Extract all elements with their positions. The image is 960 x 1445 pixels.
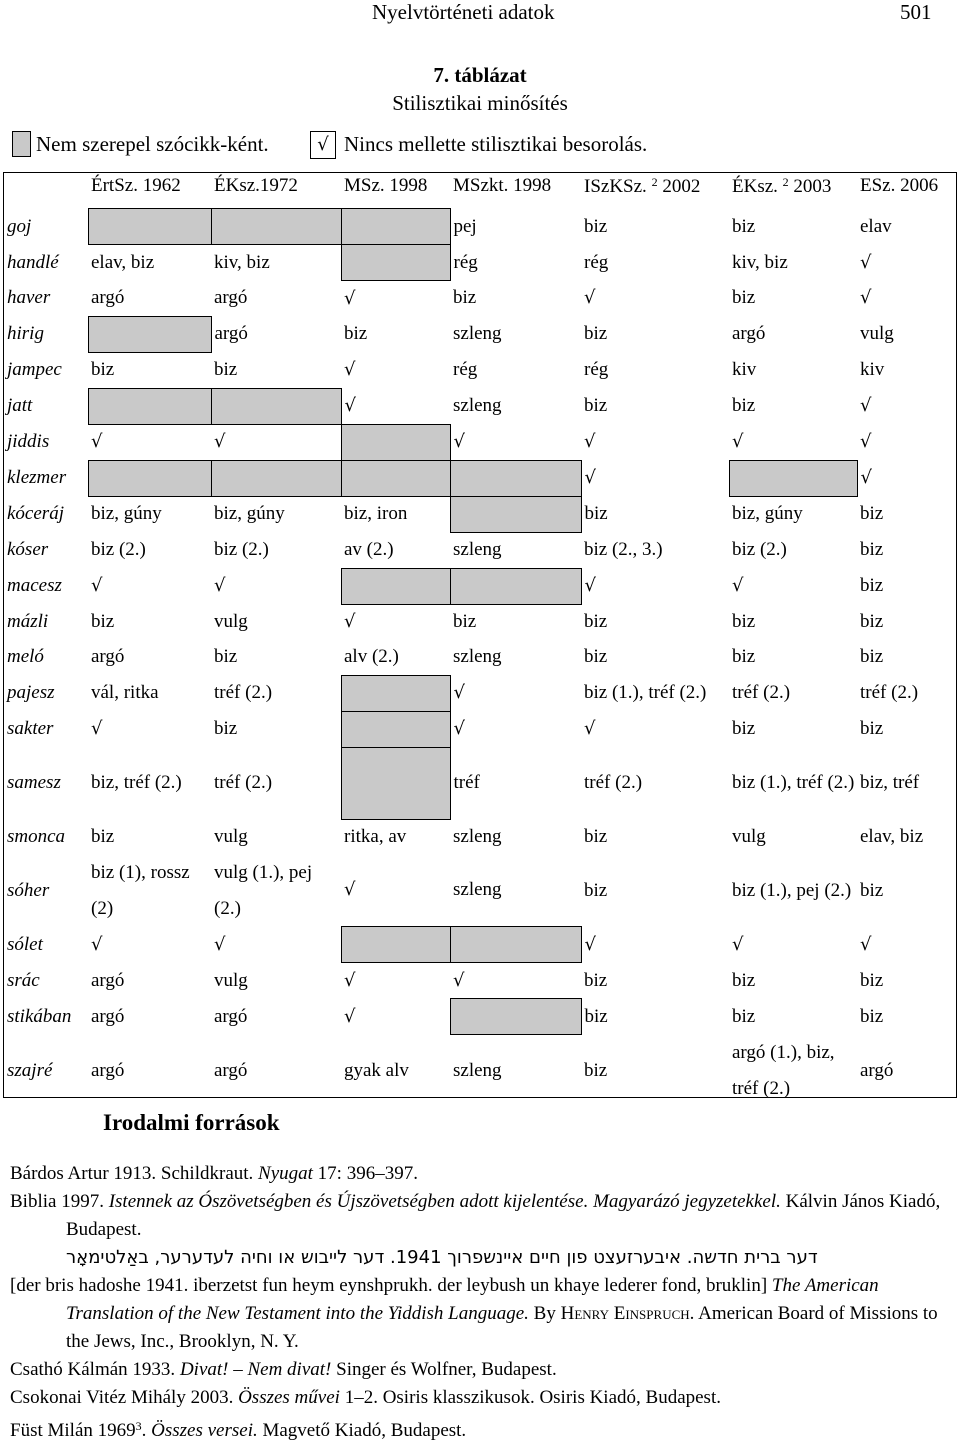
check-icon: √ <box>584 467 596 488</box>
check-icon: √ <box>453 682 465 703</box>
headword-cell: goj <box>7 215 32 237</box>
label-cell: biz <box>860 879 884 901</box>
label-cell: biz <box>732 215 756 237</box>
label-cell: kiv, biz <box>732 251 788 273</box>
label-cell: gyak alv <box>344 1059 409 1081</box>
label-cell: argó <box>91 1059 125 1081</box>
label-cell: biz <box>584 879 608 901</box>
table-row <box>4 927 956 963</box>
check-icon: √ <box>860 251 872 273</box>
headword-cell: meló <box>7 646 44 668</box>
empty-cell <box>729 460 857 496</box>
check-icon: √ <box>214 431 226 452</box>
label-cell: szleng <box>453 395 502 416</box>
check-icon: √ <box>860 933 872 955</box>
table-row <box>4 388 956 424</box>
legend-empty-label: Nem szerepel szócikk-ként. <box>36 132 269 156</box>
check-icon: √ <box>732 575 744 596</box>
headword-cell: macesz <box>7 575 62 596</box>
empty-cell <box>88 388 211 424</box>
table-caption-subtitle: Stilisztikai minősítés <box>392 91 568 115</box>
table-row <box>4 460 956 496</box>
reference-item: [der bris hadoshe 1941. iberzetst fun heym eynshprukh. der leybush un khaye lederer fond, bruklin] The American Translation of the New Testament into the Yiddish Language. By Henry Einspruch. American Board of Missions to the Jews, Inc., Brooklyn, N. Y. <box>10 1275 938 1352</box>
label-cell <box>211 568 341 604</box>
label-cell: vulg <box>214 969 248 991</box>
label-cell: argó (1.), biz, tréf (2.) <box>732 1041 835 1099</box>
label-cell: biz, gúny <box>214 503 285 525</box>
label-cell: alv (2.) <box>344 646 399 667</box>
table-row <box>4 963 956 999</box>
label-cell: biz <box>584 610 608 632</box>
label-cell: szleng <box>453 879 502 901</box>
headword-cell: jatt <box>7 395 33 416</box>
label-cell <box>729 927 857 963</box>
running-head <box>0 0 960 28</box>
headword-cell: jampec <box>7 359 62 380</box>
label-cell: biz <box>584 969 608 991</box>
references <box>10 1160 955 1445</box>
check-icon: √ <box>453 718 465 739</box>
label-cell <box>581 711 729 747</box>
label-cell: biz <box>91 610 115 632</box>
check-icon: √ <box>91 933 103 955</box>
empty-cell <box>450 568 581 604</box>
table-row <box>4 1035 956 1107</box>
label-cell: biz, iron <box>344 503 408 525</box>
label-cell: biz <box>584 503 608 524</box>
label-cell: rég <box>453 251 478 273</box>
label-cell: biz <box>214 718 238 739</box>
legend-check-label: Nincs mellette stilisztikai besorolás. <box>344 132 648 156</box>
column-header: MSzkt. 1998 <box>453 175 552 196</box>
label-cell: biz <box>860 610 884 632</box>
label-cell: biz <box>344 323 368 344</box>
label-cell: biz <box>860 646 884 668</box>
reference-item: Biblia 1997. Istennek az Ószövetségben és Újszövetségben adott kijelentése. Magyarázó jegyzetekkel. Kálvin János Kiadó, Budapest. <box>10 1191 941 1240</box>
label-cell: biz <box>453 287 477 309</box>
label-cell <box>88 711 211 747</box>
table-row <box>4 245 956 281</box>
label-cell: biz <box>584 825 608 847</box>
label-cell <box>341 999 450 1035</box>
label-cell: rég <box>584 359 609 380</box>
label-cell: biz <box>732 287 756 309</box>
check-icon: √ <box>860 467 872 488</box>
empty-cell <box>341 568 450 604</box>
empty-cell <box>450 999 581 1035</box>
label-cell <box>450 424 581 460</box>
stylistic-table <box>4 173 956 1107</box>
empty-cell <box>341 209 450 245</box>
empty-cell <box>341 245 450 281</box>
headword-cell: sólet <box>7 933 43 955</box>
empty-cell <box>88 316 211 352</box>
label-cell <box>450 963 581 999</box>
reference-item: Csokonai Vitéz Mihály 2003. Összes művei 1–2. Osiris klasszikusok. Osiris Kiadó, Budapest. <box>10 1387 721 1408</box>
table-row <box>4 675 956 711</box>
label-cell: argó <box>860 1059 894 1081</box>
label-cell: argó <box>91 287 125 308</box>
table-row <box>4 711 956 747</box>
label-cell <box>857 245 956 281</box>
label-cell <box>857 424 956 460</box>
headword-cell: smonca <box>7 825 66 847</box>
label-cell: ritka, av <box>344 826 407 847</box>
label-cell: argó <box>91 969 125 991</box>
table-row <box>4 999 956 1035</box>
check-icon: √ <box>344 969 356 991</box>
legend-empty-swatch <box>12 131 31 157</box>
label-cell: biz <box>584 1005 608 1027</box>
empty-cell <box>211 388 341 424</box>
check-icon: √ <box>344 611 356 632</box>
check-icon: √ <box>344 394 356 416</box>
headword-cell: jiddis <box>7 431 50 452</box>
table-row <box>4 532 956 568</box>
label-cell <box>341 281 450 317</box>
column-header: ÉKsz. $^2$ 2003 <box>732 175 832 197</box>
label-cell <box>857 388 956 424</box>
label-cell: biz (1.), pej (2.) <box>732 879 852 901</box>
check-icon: √ <box>344 1005 356 1027</box>
headword-cell: sóher <box>7 879 50 901</box>
label-cell: rég <box>453 359 478 380</box>
label-cell: tréf (2.) <box>860 682 919 703</box>
table-row <box>4 316 956 352</box>
label-cell <box>211 424 341 460</box>
label-cell: szleng <box>453 1059 502 1081</box>
empty-cell <box>211 209 341 245</box>
label-cell: biz <box>860 539 884 560</box>
label-cell: biz (1.), tréf (2.) <box>584 682 707 703</box>
check-icon: √ <box>860 395 872 416</box>
empty-cell <box>341 927 450 963</box>
headword-cell: handlé <box>7 251 59 273</box>
label-cell: biz <box>732 610 756 632</box>
label-cell: biz <box>860 969 884 991</box>
label-cell <box>581 460 729 496</box>
check-icon: √ <box>214 575 226 596</box>
headword-cell: stikában <box>7 1005 72 1027</box>
check-icon: √ <box>344 287 356 309</box>
label-cell <box>450 711 581 747</box>
headword-cell: samesz <box>7 772 61 793</box>
label-cell: biz <box>732 395 756 416</box>
label-cell: biz (1.), tréf (2.) <box>732 772 855 793</box>
label-cell: biz <box>860 1005 884 1027</box>
label-cell: argó <box>214 1005 248 1027</box>
check-icon: √ <box>344 359 356 380</box>
label-cell <box>581 927 729 963</box>
headword-cell: kóceráj <box>7 503 64 524</box>
label-cell: biz <box>584 395 608 416</box>
label-cell <box>341 352 450 388</box>
table-row <box>4 819 956 855</box>
label-cell: vulg <box>732 825 766 847</box>
label-cell: vál, ritka <box>91 682 159 703</box>
check-icon: √ <box>584 575 596 596</box>
headword-cell: haver <box>7 287 51 309</box>
label-cell: biz <box>584 1059 608 1081</box>
label-cell: biz <box>584 323 608 344</box>
label-cell: biz <box>91 825 115 847</box>
label-cell: vulg (1.), pej (2.) <box>214 861 313 919</box>
label-cell: szleng <box>453 825 502 847</box>
label-cell: biz <box>214 358 238 380</box>
check-icon: √ <box>584 287 596 309</box>
label-cell: kiv, biz <box>214 251 270 273</box>
label-cell: biz <box>584 215 608 237</box>
label-cell: tréf (2.) <box>214 682 273 703</box>
label-cell: elav, biz <box>860 825 924 847</box>
label-cell: vulg <box>214 825 248 847</box>
check-icon: √ <box>91 431 103 452</box>
column-header: ÉKsz.1972 <box>214 175 298 196</box>
reference-hebrew: דער ברית חדשה. איבערזעצט פון חיים איינשפרוך 1941. דער לייבוש או וחיה לעדערער, באַלטימאָר <box>66 1247 818 1268</box>
check-icon: √ <box>860 431 872 452</box>
reference-item: Csathó Kálmán 1933. Divat! – Nem divat! Singer és Wolfner, Budapest. <box>10 1359 557 1380</box>
headword-cell: hirig <box>7 323 44 344</box>
legend-check-icon: √ <box>310 131 336 159</box>
label-cell: elav <box>860 215 892 237</box>
label-cell: tréf (2.) <box>732 682 791 703</box>
label-cell <box>857 927 956 963</box>
label-cell <box>729 568 857 604</box>
label-cell: biz <box>732 969 756 991</box>
headword-cell: mázli <box>7 610 49 632</box>
label-cell: biz <box>732 646 756 668</box>
reference-item: Bárdos Artur 1913. Schildkraut. Nyugat 17: 396–397. <box>10 1163 418 1184</box>
column-header: ÉrtSz. 1962 <box>91 175 181 196</box>
label-cell: argó <box>91 1005 125 1027</box>
label-cell: tréf (2.) <box>214 772 273 793</box>
label-cell: biz, tréf (2.) <box>91 772 182 793</box>
reference-item: Füst Milán 1969$^3$. Összes versei. Magvető Kiadó, Budapest. <box>10 1419 467 1441</box>
label-cell: szleng <box>453 646 502 668</box>
label-cell <box>88 424 211 460</box>
headword-cell: srác <box>7 969 40 991</box>
table-row <box>4 352 956 388</box>
label-cell <box>341 388 450 424</box>
label-cell: tréf (2.) <box>584 772 643 793</box>
page-number: 501 <box>900 0 932 24</box>
empty-cell <box>341 747 450 819</box>
table-caption-title: 7. táblázat <box>433 63 527 87</box>
label-cell: biz (2.) <box>214 539 269 560</box>
empty-cell <box>450 460 581 496</box>
label-cell <box>857 281 956 317</box>
label-cell: argó <box>732 323 766 344</box>
headword-cell: pajesz <box>7 682 55 703</box>
table-row <box>4 747 956 819</box>
label-cell: biz <box>453 611 477 632</box>
label-cell: kiv <box>860 359 885 380</box>
label-cell: biz (2.) <box>732 539 787 560</box>
table-row <box>4 604 956 640</box>
label-cell: biz <box>860 503 884 524</box>
label-cell: tréf <box>453 772 480 793</box>
table-row <box>4 281 956 317</box>
label-cell: argó <box>214 323 248 344</box>
label-cell: argó <box>214 287 248 309</box>
label-cell <box>729 424 857 460</box>
table-row <box>4 209 956 245</box>
empty-cell <box>341 424 450 460</box>
label-cell <box>581 568 729 604</box>
empty-cell <box>341 711 450 747</box>
check-icon: √ <box>91 575 103 596</box>
column-header: MSz. 1998 <box>344 175 428 196</box>
label-cell: biz (2.) <box>91 539 146 560</box>
table-row <box>4 855 956 927</box>
label-cell <box>88 568 211 604</box>
empty-cell <box>341 460 450 496</box>
headword-cell: sakter <box>7 718 54 739</box>
label-cell <box>450 675 581 711</box>
label-cell: biz <box>732 718 756 739</box>
check-icon: √ <box>732 430 744 452</box>
check-icon: √ <box>584 933 596 955</box>
label-cell: av (2.) <box>344 538 394 560</box>
table-row <box>4 640 956 676</box>
label-cell <box>857 460 956 496</box>
label-cell: biz (2., 3.) <box>584 539 663 560</box>
label-cell: argó <box>214 1059 248 1081</box>
table-row <box>4 424 956 460</box>
label-cell: vulg <box>214 610 248 632</box>
label-cell: szleng <box>453 323 502 344</box>
check-icon: √ <box>860 287 872 309</box>
label-cell: biz <box>860 575 884 596</box>
empty-cell <box>88 209 211 245</box>
label-cell: biz <box>732 1005 756 1027</box>
label-cell: biz (1), rossz (2) <box>91 861 190 919</box>
label-cell: biz, gúny <box>91 503 162 525</box>
table-row <box>4 568 956 604</box>
label-cell: biz <box>584 646 608 668</box>
label-cell <box>341 855 450 927</box>
label-cell <box>581 424 729 460</box>
check-icon: √ <box>732 933 744 955</box>
check-icon: √ <box>214 933 226 955</box>
label-cell: biz <box>91 359 115 380</box>
empty-cell <box>341 675 450 711</box>
label-cell: elav, biz <box>91 251 155 273</box>
label-cell: argó <box>91 646 125 668</box>
table-header-row <box>4 173 956 209</box>
column-header: ISzKSz. $^2$ 2002 <box>584 175 701 197</box>
label-cell: pej <box>453 215 477 237</box>
headword-cell: kóser <box>7 539 49 560</box>
label-cell: vulg <box>860 323 894 344</box>
headword-cell: szajré <box>7 1059 53 1081</box>
label-cell: biz, tréf <box>860 772 920 793</box>
label-cell <box>341 604 450 640</box>
label-cell: biz <box>214 646 238 668</box>
label-cell <box>341 963 450 999</box>
empty-cell <box>88 460 211 496</box>
check-icon: √ <box>584 718 596 739</box>
label-cell: rég <box>584 251 609 273</box>
label-cell <box>581 281 729 317</box>
headword-cell: klezmer <box>7 467 67 488</box>
check-icon: √ <box>344 879 356 901</box>
label-cell: szleng <box>453 539 502 560</box>
label-cell: kiv <box>732 359 757 380</box>
section-title: Irodalmi források <box>103 1110 280 1135</box>
check-icon: √ <box>453 430 465 452</box>
label-cell <box>211 927 341 963</box>
table-row <box>4 496 956 532</box>
label-cell: biz <box>860 718 884 739</box>
column-header <box>4 173 88 209</box>
label-cell: biz, gúny <box>732 503 803 525</box>
column-header: ESz. 2006 <box>860 175 939 196</box>
empty-cell <box>450 496 581 532</box>
check-icon: √ <box>453 969 465 991</box>
label-cell <box>88 927 211 963</box>
check-icon: √ <box>584 431 596 452</box>
running-head-title: Nyelvtörténeti adatok <box>372 0 555 24</box>
empty-cell <box>450 927 581 963</box>
empty-cell <box>211 460 341 496</box>
check-icon: √ <box>91 718 103 739</box>
